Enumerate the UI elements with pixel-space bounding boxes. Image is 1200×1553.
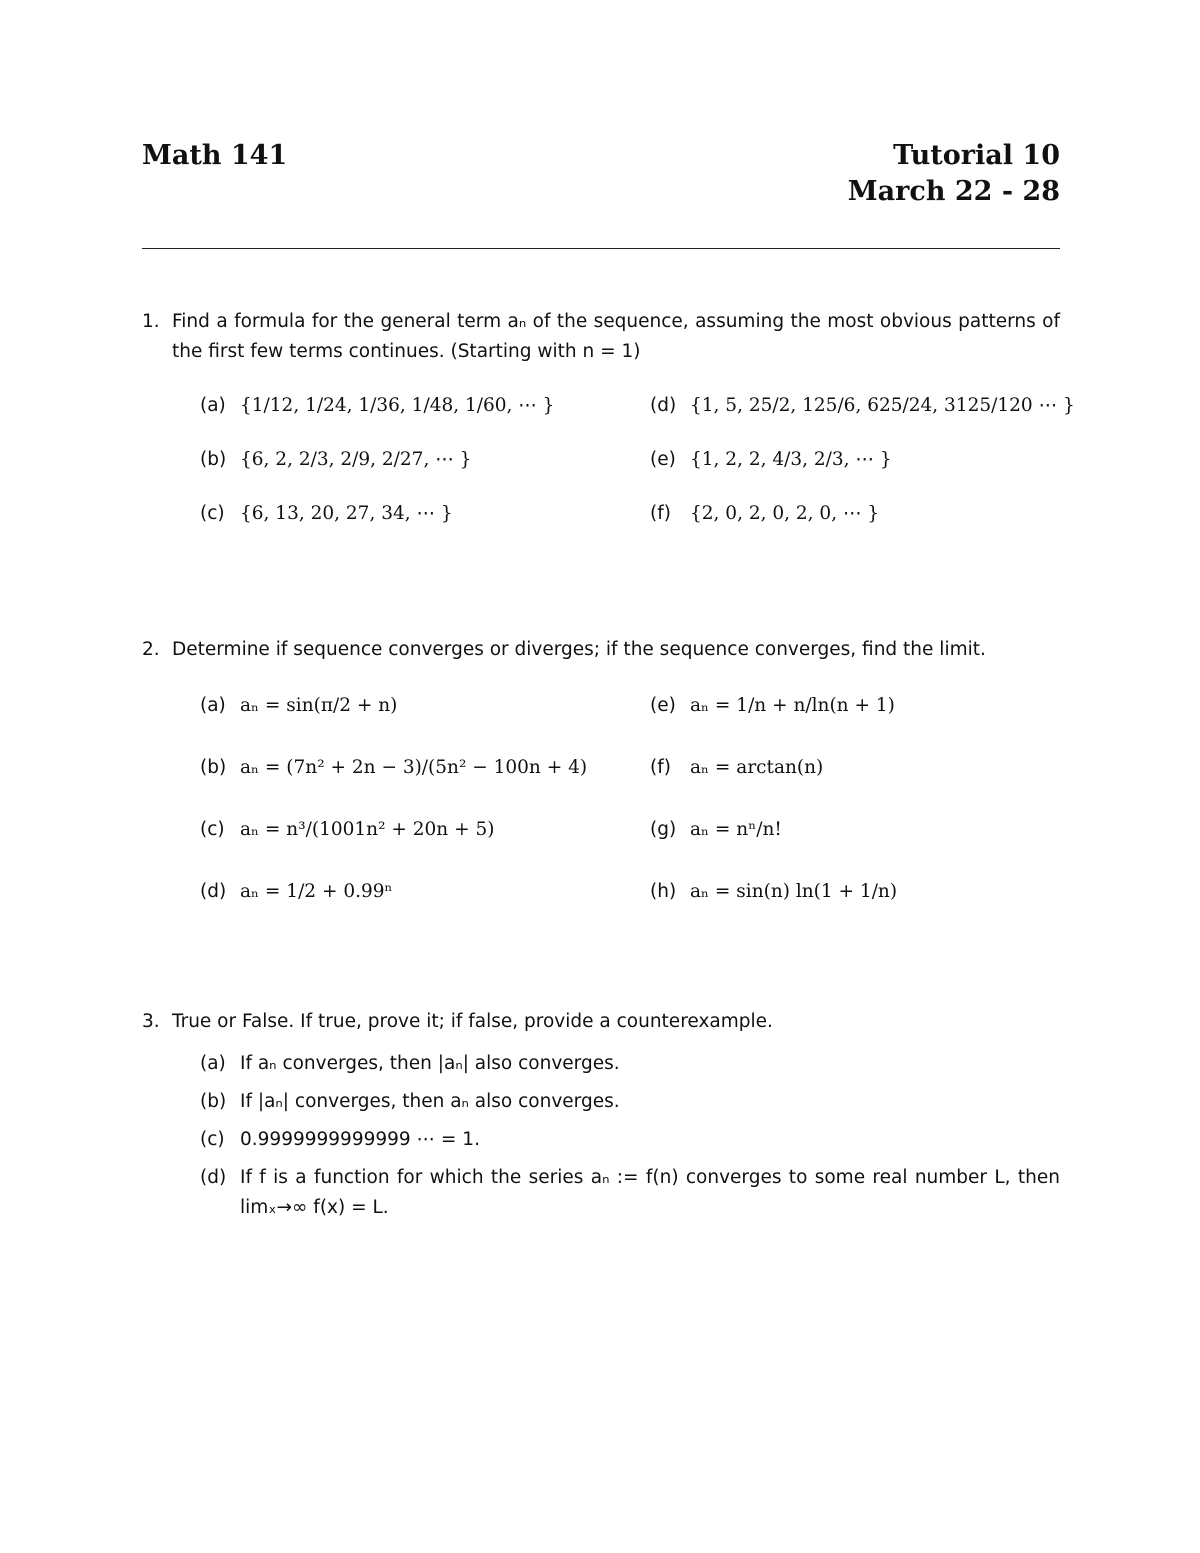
q2-item-g	[650, 803, 1090, 857]
question-text: True or False. If true, prove it; if false, provide a counterexample.	[172, 1011, 773, 1032]
q3-item-c	[200, 1125, 1060, 1163]
item-label: (d)	[650, 395, 677, 416]
item-label: (e)	[650, 695, 676, 716]
item-label: (c)	[200, 1129, 225, 1150]
item-expression: {2, 0, 2, 0, 2, 0, ⋯ }	[690, 503, 880, 524]
q3-item-a	[200, 1049, 1060, 1087]
question-1	[142, 307, 1075, 539]
date-range: March 22 - 28	[847, 176, 1060, 207]
item-expression: {6, 2, 2/3, 2/9, 2/27, ⋯ }	[240, 449, 472, 470]
item-expression: aₙ = nⁿ/n!	[690, 819, 782, 840]
item-label: (d)	[200, 881, 227, 902]
q1-item-b	[200, 435, 650, 485]
question-text: Find a formula for the general term aₙ of the sequence, assuming the most obvious patterns of the first few terms continues. (Starting with n = 1)	[172, 311, 1060, 362]
q1-item-e	[650, 435, 1090, 485]
question-2	[142, 635, 1060, 919]
q2-item-e	[650, 679, 1090, 733]
header-right	[848, 138, 1060, 210]
course-title: Math 141	[142, 140, 288, 171]
q3-item-b	[200, 1087, 1060, 1125]
tutorial-page	[142, 138, 1075, 1223]
q1-item-c	[200, 489, 650, 539]
q2-item-d	[200, 865, 650, 919]
question-1-items	[200, 381, 1075, 539]
question-number: 2.	[142, 639, 160, 660]
item-label: (c)	[200, 819, 225, 840]
item-expression: {1, 2, 2, 4/3, 2/3, ⋯ }	[690, 449, 892, 470]
question-3	[142, 1007, 1060, 1223]
question-number: 1.	[142, 311, 160, 332]
question-number: 3.	[142, 1011, 160, 1032]
q2-item-c	[200, 803, 650, 857]
question-2-items	[200, 679, 1060, 919]
q1-item-f	[650, 489, 1090, 539]
item-expression: {1/12, 1/24, 1/36, 1/48, 1/60, ⋯ }	[240, 395, 555, 416]
item-label: (f)	[650, 503, 671, 524]
tutorial-title: Tutorial 10	[893, 140, 1060, 171]
q2-item-a	[200, 679, 650, 733]
question-text: Determine if sequence converges or diverges; if the sequence converges, find the limit.	[172, 639, 986, 660]
item-label: (d)	[200, 1167, 227, 1188]
item-label: (b)	[200, 1091, 227, 1112]
item-expression: aₙ = (7n² + 2n − 3)/(5n² − 100n + 4)	[240, 757, 588, 778]
item-expression: aₙ = 1/n + n/ln(n + 1)	[690, 695, 895, 716]
item-statement: 0.9999999999999 ⋯ = 1.	[240, 1129, 480, 1150]
item-expression: aₙ = arctan(n)	[690, 757, 824, 778]
item-label: (a)	[200, 695, 226, 716]
q1-item-a	[200, 381, 650, 431]
item-expression: aₙ = n³/(1001n² + 20n + 5)	[240, 819, 495, 840]
item-expression: aₙ = sin(n) ln(1 + 1/n)	[690, 881, 898, 902]
question-3-items	[200, 1049, 1060, 1223]
item-label: (c)	[200, 503, 225, 524]
item-label: (b)	[200, 757, 227, 778]
item-label: (b)	[200, 449, 227, 470]
item-expression: {1, 5, 25/2, 125/6, 625/24, 3125/120 ⋯ }	[690, 395, 1075, 416]
item-statement: If f is a function for which the series aₙ := f(n) converges to some real number L, then limₓ→∞ f(x) = L.	[240, 1167, 1060, 1218]
header-rule	[142, 248, 1060, 249]
q2-item-h	[650, 865, 1090, 919]
page-header	[142, 138, 1060, 210]
item-label: (e)	[650, 449, 676, 470]
item-label: (g)	[650, 819, 677, 840]
item-label: (a)	[200, 1053, 226, 1074]
item-label: (f)	[650, 757, 671, 778]
item-expression: {6, 13, 20, 27, 34, ⋯ }	[240, 503, 453, 524]
item-label: (h)	[650, 881, 677, 902]
q3-item-d	[200, 1163, 1060, 1223]
q1-item-d	[650, 381, 1090, 431]
item-statement: If |aₙ| converges, then aₙ also converges.	[240, 1091, 620, 1112]
item-expression: aₙ = sin(π/2 + n)	[240, 695, 398, 716]
q2-item-f	[650, 741, 1090, 795]
item-statement: If aₙ converges, then |aₙ| also converges.	[240, 1053, 620, 1074]
item-label: (a)	[200, 395, 226, 416]
q2-item-b	[200, 741, 650, 795]
item-expression: aₙ = 1/2 + 0.99ⁿ	[240, 881, 393, 902]
